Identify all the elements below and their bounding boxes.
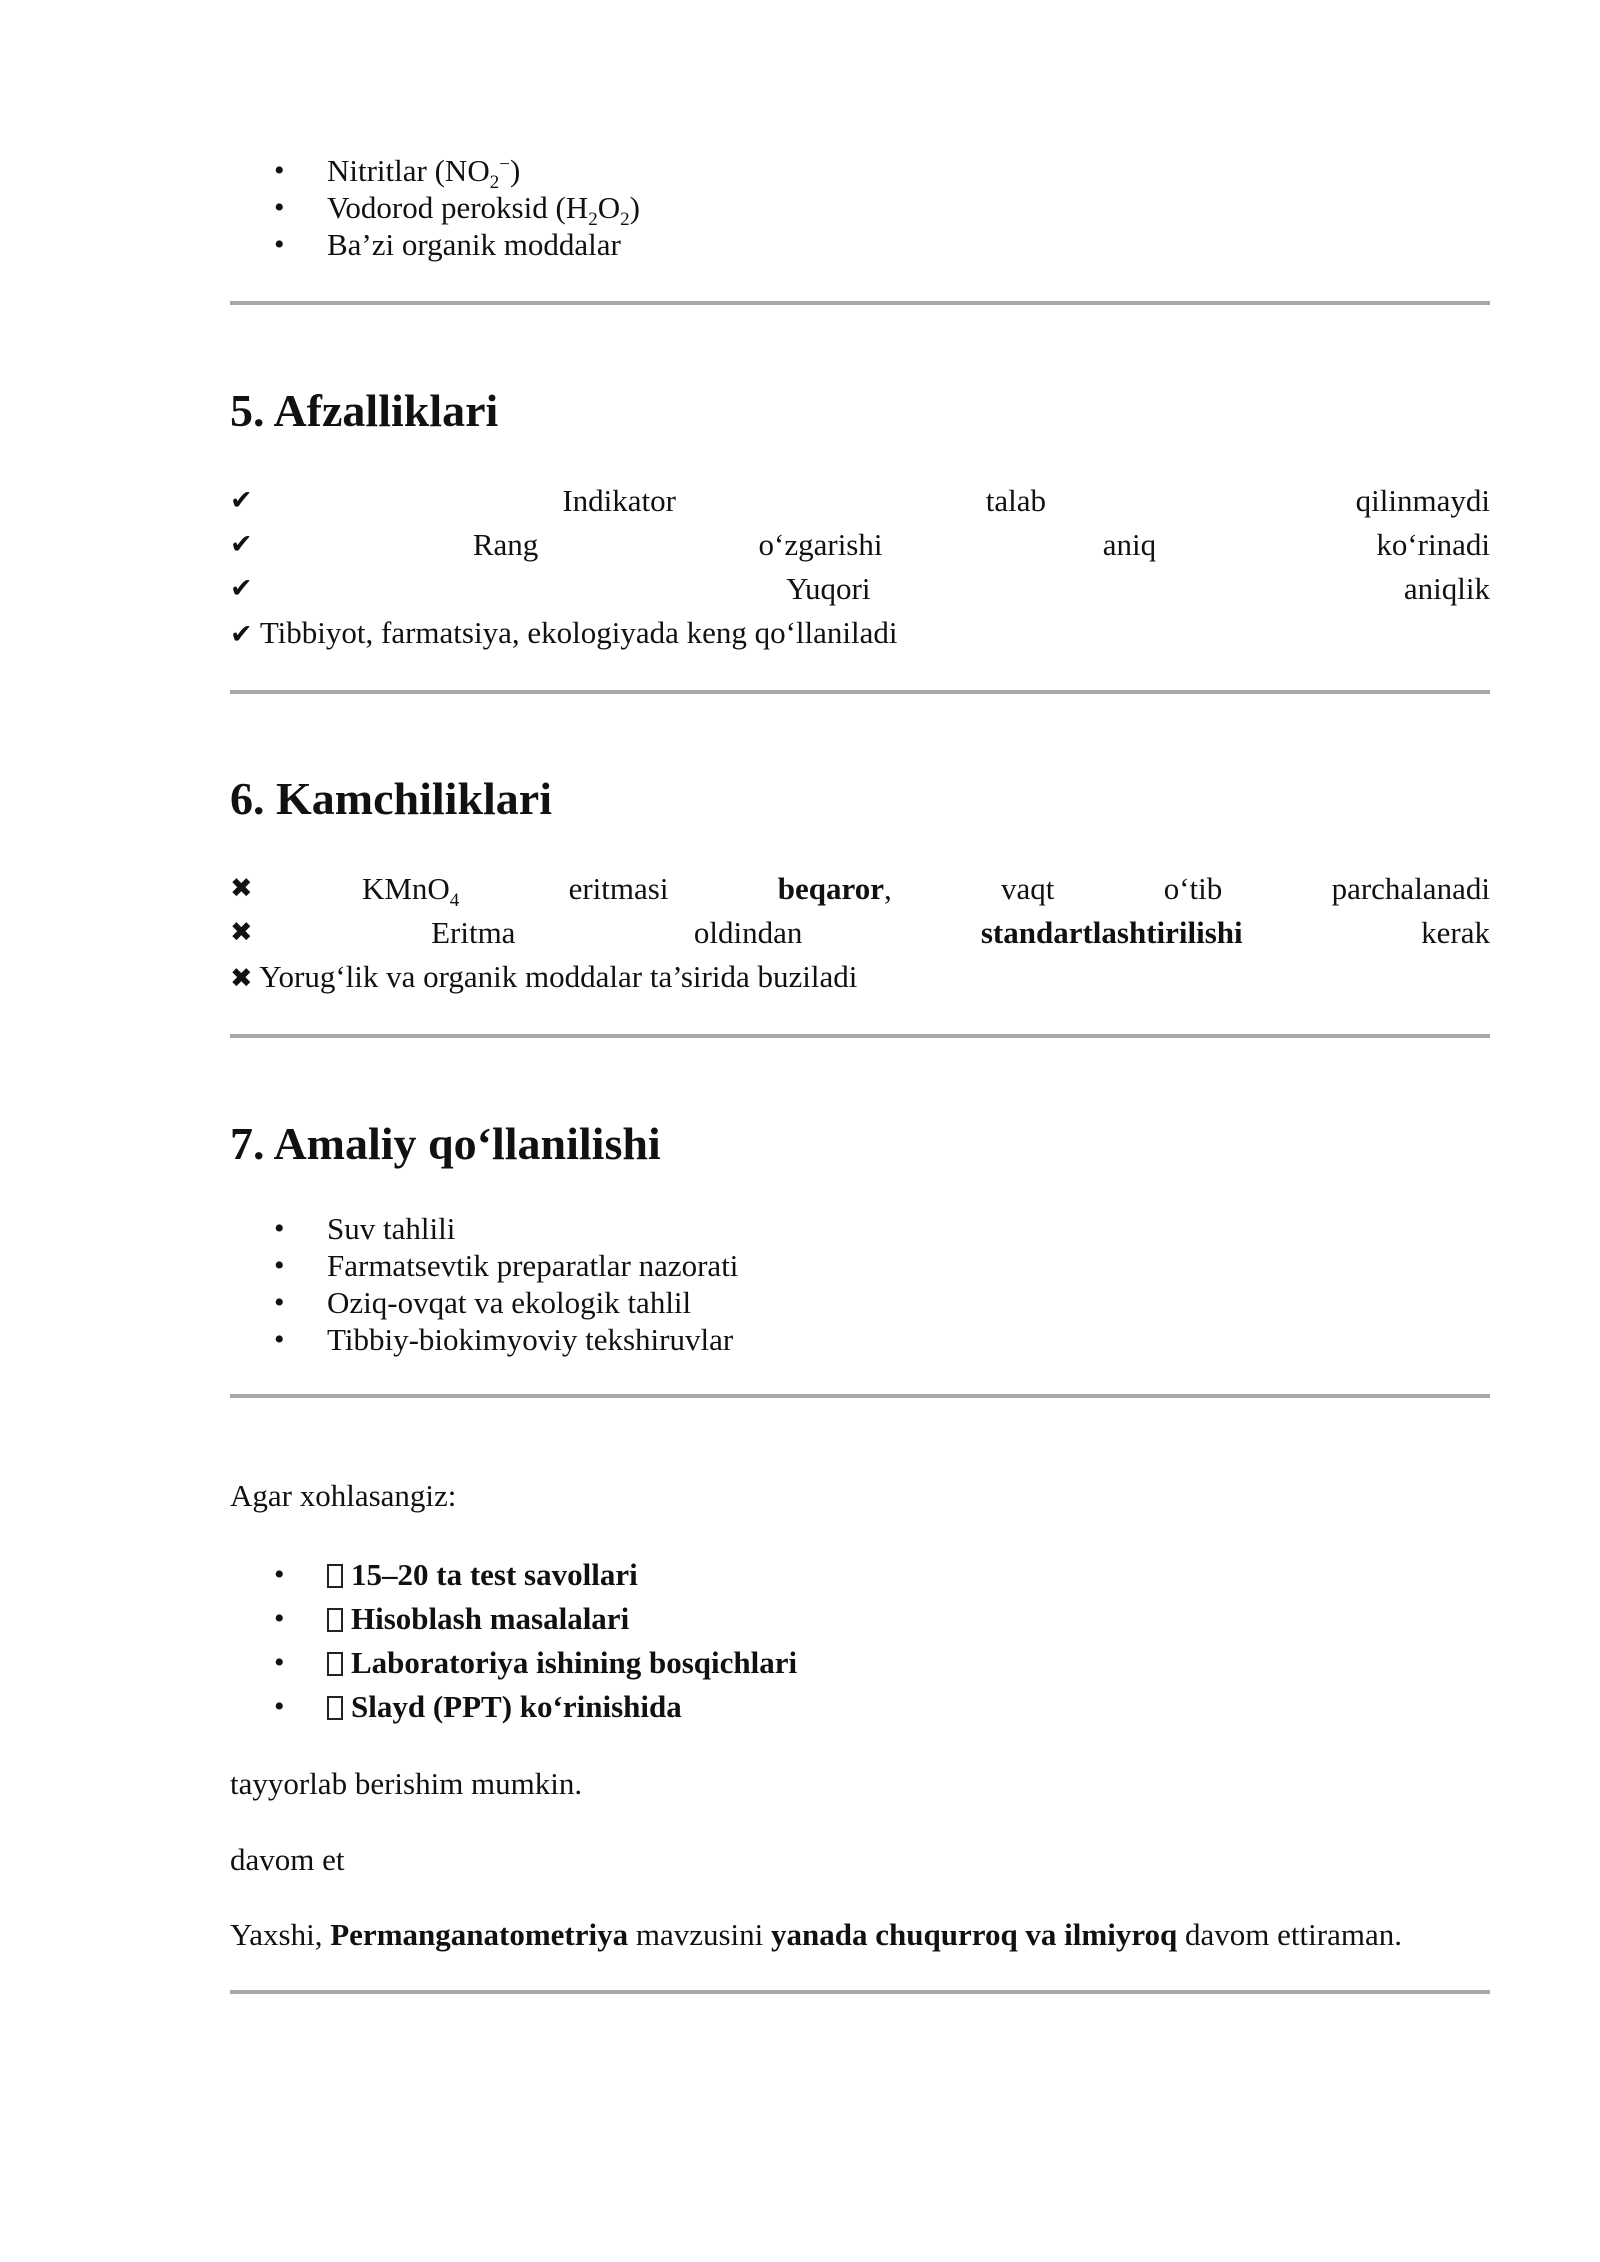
check-icon: ✔ (230, 573, 253, 604)
section-heading-disadvantages: 6. Kamchiliklari (230, 773, 552, 824)
list-item: • Slayd (PPT) ko‘rinishida (230, 1685, 1490, 1729)
box-icon (327, 1564, 343, 1588)
horizontal-rule (230, 1034, 1490, 1038)
horizontal-rule (230, 690, 1490, 694)
advantage-row: ✔ Yuqori aniqlik (230, 567, 1490, 611)
list-item: • Ba’zi organik moddalar (230, 226, 1490, 263)
list-item: • Farmatsevtik preparatlar nazorati (230, 1247, 1490, 1284)
list-item: • Vodorod peroksid $(H_2O_2)$ (230, 189, 1490, 226)
section-heading-applications: 7. Amaliy qo‘llanilishi (230, 1118, 661, 1169)
list-item: • Laboratoriya ishining bosqichlari (230, 1641, 1490, 1685)
offer-list (230, 1553, 1490, 1729)
box-icon (327, 1608, 343, 1632)
horizontal-rule (230, 1394, 1490, 1398)
advantage-row: ✔ Rang o‘zgarishi aniq ko‘rinadi (230, 523, 1490, 567)
applications-list (230, 1210, 1490, 1358)
user-prompt: davom et (230, 1842, 345, 1877)
box-icon (327, 1696, 343, 1720)
box-icon (327, 1652, 343, 1676)
disadvantage-row: ✖ Yorug‘lik va organik moddalar ta’sirida buziladi (230, 959, 858, 994)
cross-icon: ✖ (230, 873, 253, 904)
list-item: • Suv tahlili (230, 1210, 1490, 1247)
list-item: • Hisoblash masalalari (230, 1597, 1490, 1641)
check-icon: ✔ (230, 485, 253, 516)
reply-paragraph: Yaxshi, Permanganatometriya mavzusini yanada chuqurroq va ilmiyroq davom ettiraman. (230, 1917, 1402, 1952)
ion-list (230, 152, 1490, 263)
horizontal-rule (230, 301, 1490, 305)
offer-intro: Agar xohlasangiz: (230, 1478, 457, 1513)
disadvantage-row: ✖ KMnO$_4$ eritmasi beqaror, vaqt o‘tib parchalanadi (230, 867, 1490, 911)
check-icon: ✔ (230, 529, 253, 560)
advantage-row: ✔ Tibbiyot, farmatsiya, ekologiyada keng qo‘llaniladi (230, 615, 898, 650)
list-item: • Nitritlar $(NO_2^-)$ (230, 152, 1490, 189)
cross-icon: ✖ (230, 963, 253, 994)
advantage-row: ✔ Indikator talab qilinmaydi (230, 479, 1490, 523)
section-heading-advantages: 5. Afzalliklari (230, 385, 499, 436)
list-item: • 15–20 ta test savollari (230, 1553, 1490, 1597)
offer-outro: tayyorlab berishim mumkin. (230, 1766, 583, 1801)
disadvantage-row: ✖ Eritma oldindan standartlashtirilishi kerak (230, 911, 1490, 955)
list-item: • Oziq-ovqat va ekologik tahlil (230, 1284, 1490, 1321)
horizontal-rule (230, 1990, 1490, 1994)
check-icon: ✔ (230, 619, 253, 650)
list-item: • Tibbiy-biokimyoviy tekshiruvlar (230, 1321, 1490, 1358)
cross-icon: ✖ (230, 917, 253, 948)
